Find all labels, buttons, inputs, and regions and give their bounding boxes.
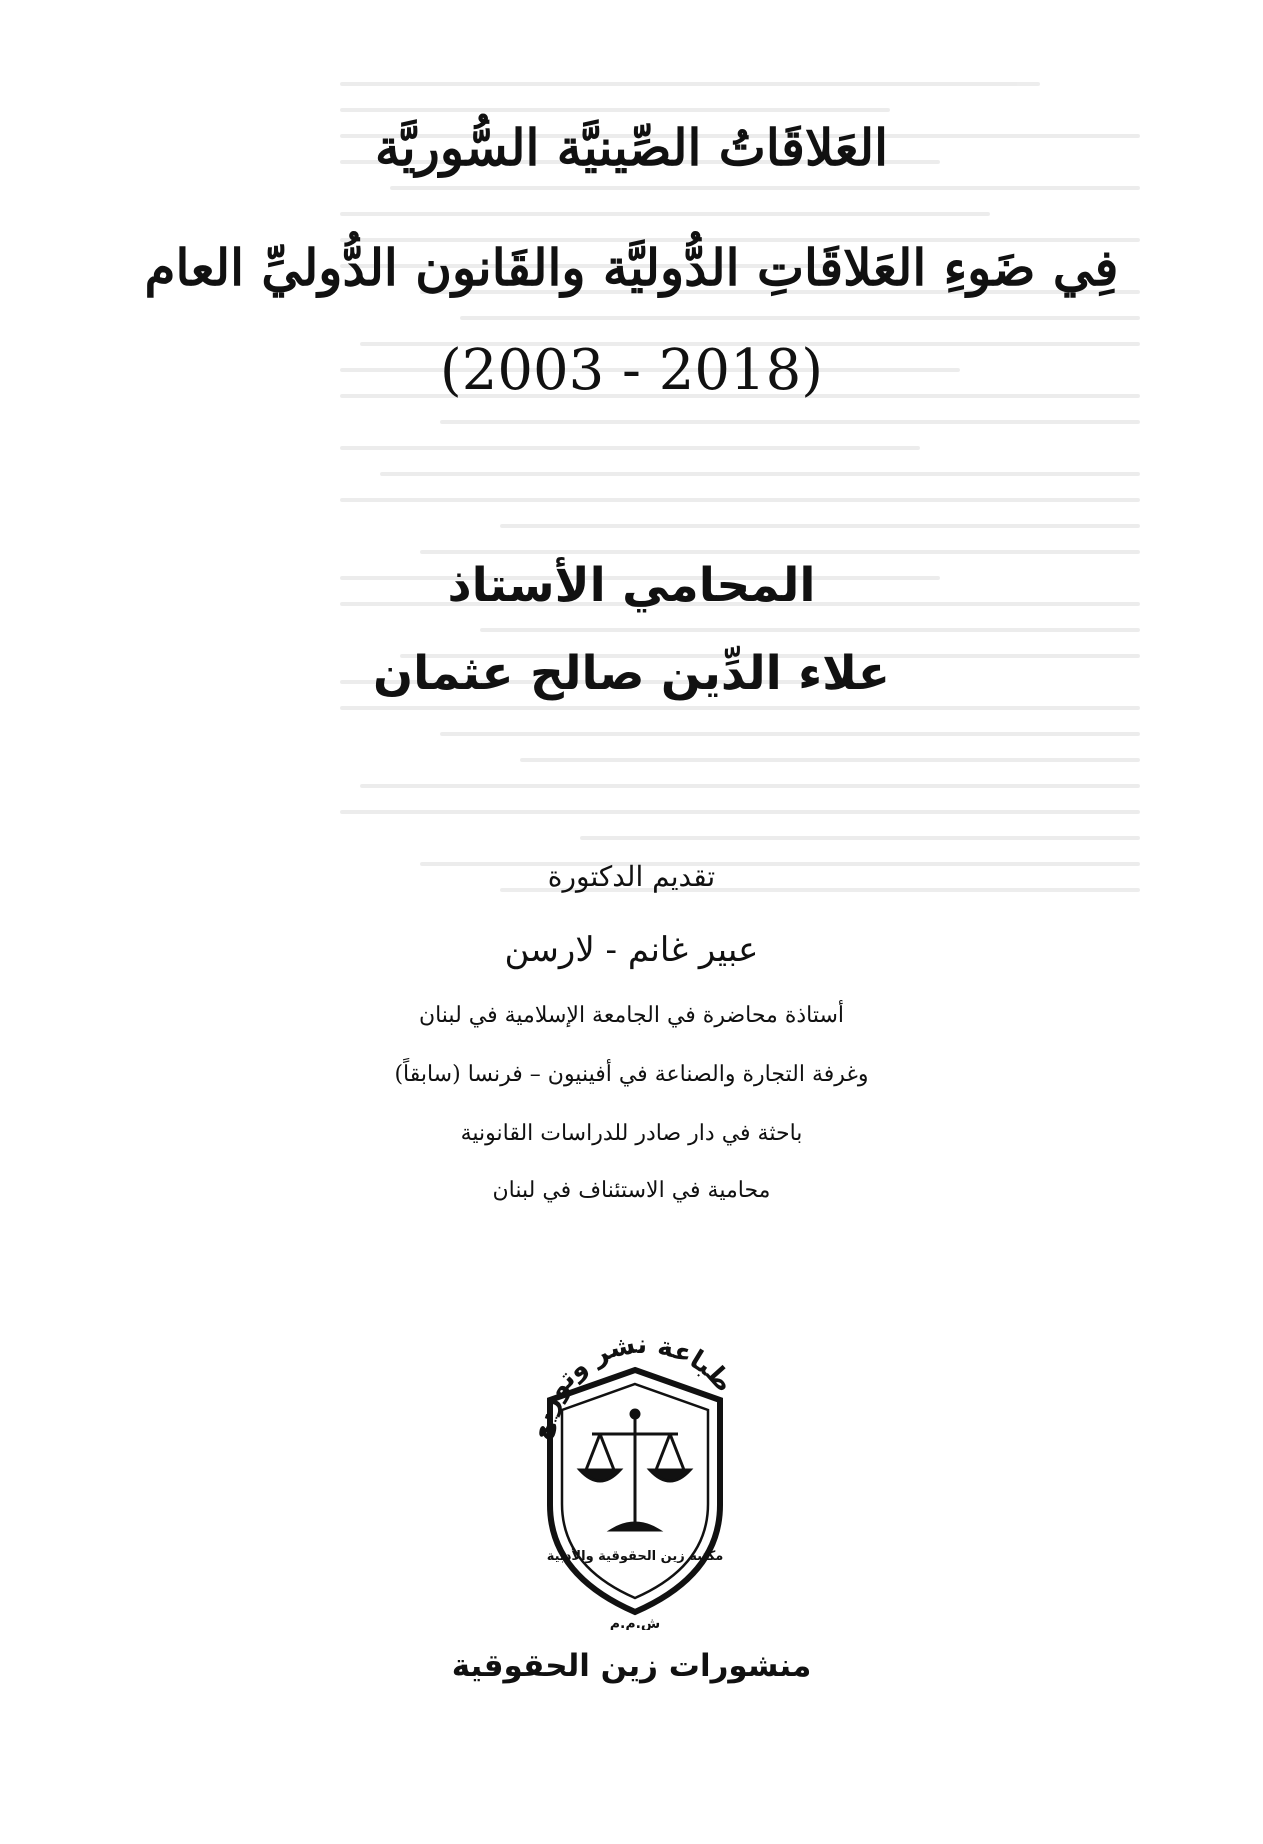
preface-label: تقديم الدكتورة xyxy=(547,860,716,893)
publisher-name: منشورات زين الحقوقية xyxy=(451,1648,812,1684)
book-title-line-1: العَلاقَاتُ الصِّينيَّة السُّوريَّة xyxy=(374,118,889,177)
author-name: علاء الدِّين صالح عثمان xyxy=(373,646,890,701)
logo-inner-text: مكتبة زين الحقوقية والأدبية xyxy=(546,1549,724,1564)
scales-of-justice-shield-icon xyxy=(520,1330,750,1630)
book-title-line-2: فِي ضَوءِ العَلاقَاتِ الدُّوليَّة والقَانون الدُّوليِّ العام xyxy=(144,238,1119,297)
preface-author-name: عبير غانم - لارسن xyxy=(504,930,759,970)
logo-bottom-text: ش.م.م xyxy=(609,1616,661,1630)
logo-arc-text: طباعة نشر وتوزيع xyxy=(525,1330,739,1443)
book-title-years: (2003 - 2018) xyxy=(439,338,824,403)
preface-credential: وغرفة التجارة والصناعة في أفينيون – فرنسا (سابقاً) xyxy=(394,1062,869,1087)
preface-credential: محامية في الاستئناف في لبنان xyxy=(492,1178,771,1203)
preface-credential: باحثة في دار صادر للدراسات القانونية xyxy=(460,1121,803,1146)
preface-credential: أستاذة محاضرة في الجامعة الإسلامية في لبنان xyxy=(418,1003,845,1028)
author-role: المحامي الأستاذ xyxy=(447,558,816,613)
